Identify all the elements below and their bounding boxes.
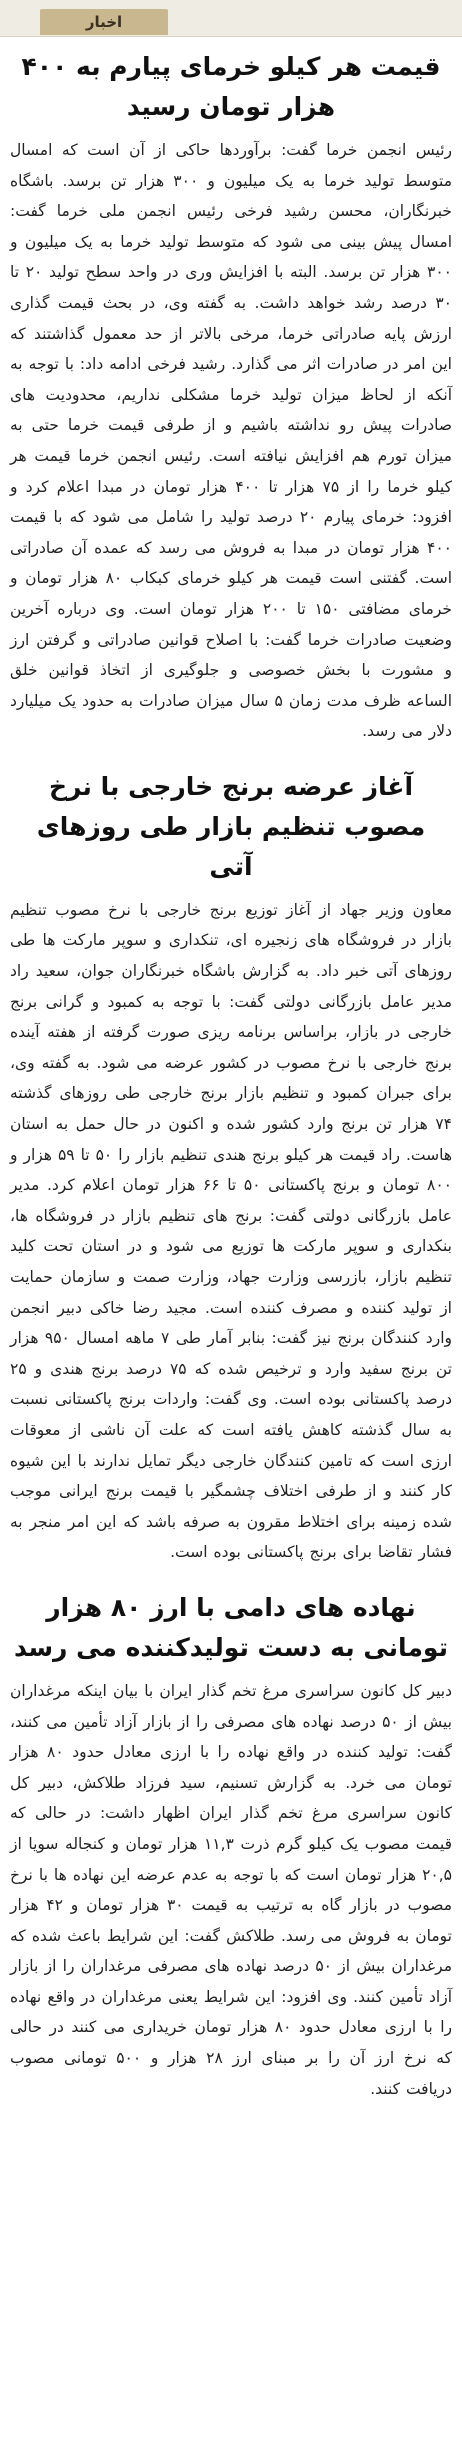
article-body: معاون وزیر جهاد از آغاز توزیع برنج خارجی با نرخ مصوب تنظیم بازار در فروشگاه های زنجیره ای، تنکداری و سوپر مارکت ها طی روزهای آتی خبر داد. به گزارش باشگاه خبرنگاران جوان، سعید راد مدیر عامل بازرگانی دولتی گفت: با توجه به کمبود و گرانی برنج خارجی در بازار، براساس برنامه ریزی صورت گرفته از هفته آینده برنج خارجی با نرخ مصوب در کشور عرضه می شود. به گفته وی، برای جبران کمبود و تنظیم بازار برنج خارجی طی روزهای گذشته ۷۴ هزار تن برنج وارد کشور شده و اکنون در حال حمل به استان هاست. راد قیمت هر کیلو برنج هندی تنظیم بازار را ۵۰ تا ۵۹ هزار و ۸۰۰ تومان و برنج پاکستانی ۵۰ تا ۶۶ هزار تومان اعلام کرد. مدیر عامل بازرگانی دولتی گفت: برنج های تنظیم بازار در فروشگاه ها، بنکداری و سوپر مارکت ها توزیع می شود و در استان تحت کلید تنظیم بازار، بازرسی وزارت جهاد، وزارت صمت و سازمان حمایت از تولید کننده و مصرف کننده است. مجید رضا خاکی دبیر انجمن وارد کنندگان برنج نیز گفت: بنابر آمار طی ۷ ماهه امسال ۹۵۰ هزار تن برنج سفید وارد و ترخیص شده که ۷۵ درصد برنج هندی و ۲۵ درصد پاکستانی بوده است. وی گفت: واردات برنج پاکستانی نسبت به سال گذشته کاهش یافته است که علت آن ناشی از معوقات ارزی است که تامین کنندگان خارجی دیگر تمایل ندارند با این شیوه کار کنند و از طرفی اختلاف چشمگیر با قیمت برنج ایرانی موجب شده زمینه برای اختلاط مقرون به صرفه باشد که این امر منجر به فشار تقاضا برای برنج پاکستانی بوده است. bbox=[10, 900, 452, 1562]
article-body: رئیس انجمن خرما گفت: برآوردها حاکی از آن است که امسال متوسط تولید خرما به یک میلیون و ۳۰۰ هزار تن برسد. باشگاه خبرنگاران، محسن رشید فرخی رئیس انجمن ملی خرما گفت: امسال پیش بینی می شود که متوسط تولید خرما به یک میلیون و ۳۰۰ هزار تن برسد. البته با افزایش وری در واحد سطح تولید ۲۰ تا ۳۰ درصد رشد خواهد داشت. به گفته وی، در بحث قیمت گذاری ارزش پایه صادراتی خرما، مرخی بالاتر از حد معمول گذاشتند که این امر در صادرات اثر می گذارد. رشید فرخی ادامه داد: با توجه به آنکه از لحاظ میزان تولید خرما مشکلی نداریم، محدودیت های صادرات پیش رو نداشته باشیم و از طرفی قیمت خرما حتی به میزان تورم هم افزایش نیافته است. رئیس انجمن خرما قیمت هر کیلو خرما را از ۷۵ هزار تا ۴۰۰ هزار تومان در مبدا اعلام کرد و افزود: خرمای پیارم ۲۰ درصد تولید را شامل می شود که با قیمت ۴۰۰ هزار تومان در مبدا به فروش می رسد که عمده آن صادراتی است. گفتنی است قیمت هر کیلو خرمای کبکاب ۸۰ هزار تومان و خرمای مضافتی ۱۵۰ تا ۲۰۰ هزار تومان است. وی درباره آخرین وضعیت صادرات خرما گفت: با اصلاح قوانین صادراتی و گرفتن ارز و مشورت با بخش خصوصی و جلوگیری از اتخاذ قوانین خلق الساعه ظرف مدت زمان ۵ سال میزان صادرات به حدود یک میلیارد دلار می رسد. bbox=[10, 141, 453, 741]
headline: قیمت هر کیلو خرمای پیارم به ۴۰۰ هزار تومان رسید bbox=[21, 52, 441, 121]
headline: آغاز عرضه برنج خارجی با نرخ مصوب تنظیم بازار طی روزهای آتی bbox=[36, 771, 426, 881]
article-date-price bbox=[10, 37, 452, 747]
article-livestock-feed bbox=[10, 1578, 452, 2104]
article-body: دبیر کل کانون سراسری مرغ تخم گذار ایران با بیان اینکه مرغداران بیش از ۵۰ درصد نهاده های مصرفی را از بازار آزاد تأمین می کنند، گفت: تولید کننده در واقع نهاده را با ارزی معادل حدود ۸۰ هزار تومان می خرد. به گزارش تسنیم، سید فرزاد طلاکش، دبیر کل کانون سراسری مرغ تخم گذار ایران اظهار داشت: در حالی که قیمت مصوب یک کیلو گرم ذرت ۱۱,۳ هزار تومان و کنجاله سویا از ۲۰,۵ هزار تومان است که با توجه به عدم عرضه این نهاده ها با نرخ مصوب در بازار گاه به ترتیب به قیمت ۳۰ هزار تومان و ۴۲ هزار تومان به فروش می رسد. طلاکش گفت: این شرایط باعث شده که مرغداران بیش از ۵۰ درصد نهاده های مصرفی مرغداران را از بازار آزاد تأمین کنند. وی افزود: این شرایط یعنی مرغداران در واقع نهاده را با ارزی معادل حدود ۸۰ هزار تومان خریداری می کنند در حالی که نرخ ارز آن را بر مبنای ارز ۲۸ هزار و ۵۰۰ تومانی مصوب دریافت کنند. bbox=[10, 1681, 452, 2098]
article-rice-supply bbox=[10, 757, 452, 1568]
headline: نهاده های دامی با ارز ۸۰ هزار تومانی به دست تولیدکننده می رسد bbox=[14, 1592, 448, 1662]
section-tab: اخبار bbox=[40, 9, 168, 35]
section-header bbox=[0, 0, 462, 37]
